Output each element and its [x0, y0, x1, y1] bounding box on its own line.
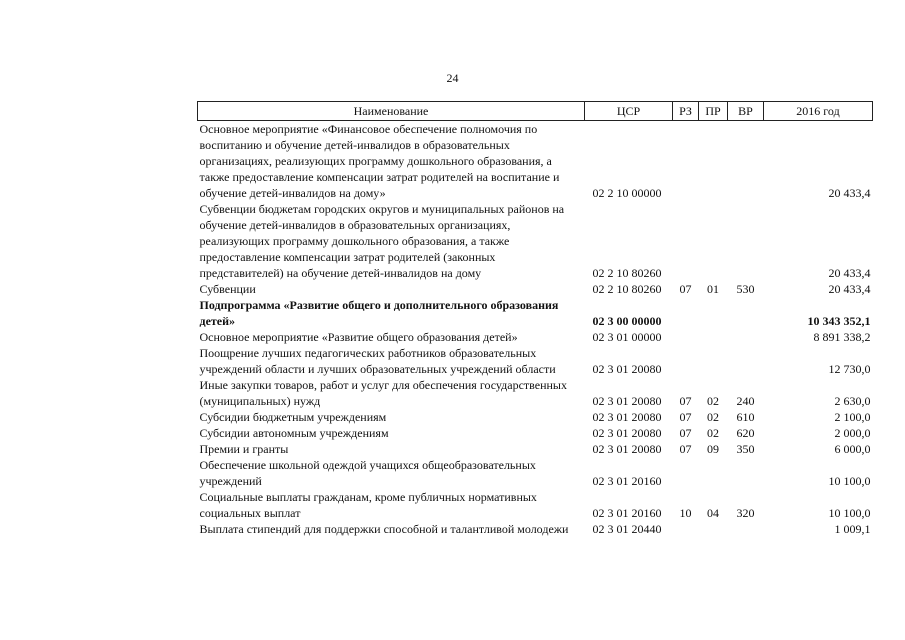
table-row: [198, 345, 873, 377]
cell-amount: 1 009,1: [834, 522, 871, 536]
cell-pr: 04: [707, 506, 719, 520]
cell-vr: [728, 297, 764, 329]
cell-name: Социальные выплаты гражданам, кроме публичных нормативных социальных выплат: [199, 490, 537, 520]
cell-name: Обеспечение школьной одеждой учащихся общеобразовательных учреждений: [199, 458, 536, 488]
cell-vr: 610: [736, 410, 755, 424]
cell-amount: 2 000,0: [834, 426, 871, 440]
cell-pr: [699, 121, 728, 202]
cell-rz: [673, 345, 699, 377]
cell-pr: 02: [707, 394, 719, 408]
cell-pr: 02: [707, 426, 719, 440]
cell-pr: [699, 329, 728, 345]
cell-rz: 07: [679, 442, 692, 456]
cell-name: Основное мероприятие «Развитие общего образования детей»: [199, 330, 518, 344]
cell-csr: 02 2 10 80260: [592, 266, 662, 280]
cell-vr: [728, 121, 764, 202]
cell-rz: [673, 521, 699, 537]
cell-amount: 20 433,4: [828, 282, 871, 296]
cell-pr: 09: [707, 442, 719, 456]
cell-csr: 02 3 01 20080: [592, 394, 662, 408]
cell-csr: 02 3 01 20080: [592, 362, 662, 376]
cell-rz: [673, 297, 699, 329]
cell-csr: 02 3 01 20160: [592, 506, 662, 520]
cell-pr: 01: [707, 282, 719, 296]
cell-vr: [728, 457, 764, 489]
cell-csr: 02 2 10 80260: [592, 282, 662, 296]
cell-name: Иные закупки товаров, работ и услуг для обеспечения государственных (муниципальных) нужд: [199, 378, 567, 408]
cell-rz: 07: [679, 394, 692, 408]
budget-table: [197, 101, 873, 537]
cell-vr: 620: [736, 426, 755, 440]
header-name: Наименование: [198, 102, 585, 121]
cell-name: Субвенции бюджетам городских округов и муниципальных районов на обучение детей-инвалидов в образовательных организациях, реализующих программу дошкольного образования, а также предоставление компенсации затрат родителей (законных представителей) на обучение детей-инвалидов на дому: [199, 202, 565, 280]
page-number: 24: [446, 71, 459, 85]
cell-pr: [699, 521, 728, 537]
cell-name: Субсидии автономным учреждениям: [199, 426, 389, 440]
cell-vr: [728, 521, 764, 537]
cell-rz: 10: [679, 506, 692, 520]
cell-pr: [699, 457, 728, 489]
table-row: [198, 521, 873, 537]
cell-amount: 10 100,0: [828, 506, 871, 520]
table-row: [198, 457, 873, 489]
header-pr: ПР: [699, 102, 728, 121]
table-row: [198, 377, 873, 409]
cell-csr: 02 3 01 20080: [592, 410, 662, 424]
cell-rz: [673, 329, 699, 345]
cell-pr: [699, 345, 728, 377]
cell-vr: 530: [736, 282, 755, 296]
table-row: [198, 121, 873, 202]
cell-vr: [728, 329, 764, 345]
cell-csr: 02 3 01 00000: [592, 330, 662, 344]
cell-csr: 02 2 10 00000: [592, 186, 662, 200]
table-header: [198, 102, 873, 121]
cell-vr: 350: [736, 442, 755, 456]
cell-rz: [673, 457, 699, 489]
cell-name: Субсидии бюджетным учреждениям: [199, 410, 387, 424]
cell-csr: 02 3 01 20080: [592, 442, 662, 456]
cell-amount: 20 433,4: [828, 266, 871, 280]
cell-vr: 240: [736, 394, 755, 408]
cell-rz: [673, 201, 699, 281]
table-row: [198, 329, 873, 345]
cell-name: Поощрение лучших педагогических работников образовательных учреждений области и лучших образовательных учреждений области: [199, 346, 556, 376]
cell-amount: 2 100,0: [834, 410, 871, 424]
cell-amount: 20 433,4: [828, 186, 871, 200]
cell-csr: 02 3 01 20440: [592, 522, 662, 536]
header-year: 2016 год: [764, 102, 873, 121]
cell-amount: 6 000,0: [834, 442, 871, 456]
cell-csr: 02 3 01 20160: [592, 474, 662, 488]
table-row: [198, 425, 873, 441]
cell-csr: 02 3 01 20080: [592, 426, 662, 440]
cell-name: Субвенции: [199, 282, 256, 296]
cell-pr: [699, 201, 728, 281]
cell-rz: 07: [679, 410, 692, 424]
cell-csr: 02 3 00 00000: [592, 314, 662, 328]
cell-rz: [673, 121, 699, 202]
table-row: [198, 409, 873, 425]
header-rz: РЗ: [673, 102, 699, 121]
cell-name: Премии и гранты: [199, 442, 289, 456]
cell-amount: 10 343 352,1: [807, 314, 871, 328]
cell-pr: [699, 297, 728, 329]
table-row: [198, 201, 873, 281]
table-row: [198, 489, 873, 521]
table-row: [198, 281, 873, 297]
cell-vr: 320: [736, 506, 755, 520]
header-csr: ЦСР: [585, 102, 673, 121]
table-row: [198, 297, 873, 329]
cell-rz: 07: [679, 282, 692, 296]
table-body: [198, 121, 873, 538]
cell-amount: 2 630,0: [834, 394, 871, 408]
cell-amount: 10 100,0: [828, 474, 871, 488]
cell-name: Подпрограмма «Развитие общего и дополнительного образования детей»: [199, 298, 559, 328]
cell-amount: 12 730,0: [828, 362, 871, 376]
cell-vr: [728, 201, 764, 281]
cell-vr: [728, 345, 764, 377]
cell-pr: 02: [707, 410, 719, 424]
cell-name: Выплата стипендий для поддержки способной и талантливой молодежи: [199, 522, 569, 536]
table-row: [198, 441, 873, 457]
header-vr: ВР: [728, 102, 764, 121]
cell-name: Основное мероприятие «Финансовое обеспечение полномочия по воспитанию и обучение детей-инвалидов в образовательных организациях, реализующих программу дошкольного образования, а также предоставление компенсации затрат родителей на воспитание и обучение детей-инвалидов на дому»: [199, 122, 560, 200]
cell-rz: 07: [679, 426, 692, 440]
cell-amount: 8 891 338,2: [813, 330, 871, 344]
